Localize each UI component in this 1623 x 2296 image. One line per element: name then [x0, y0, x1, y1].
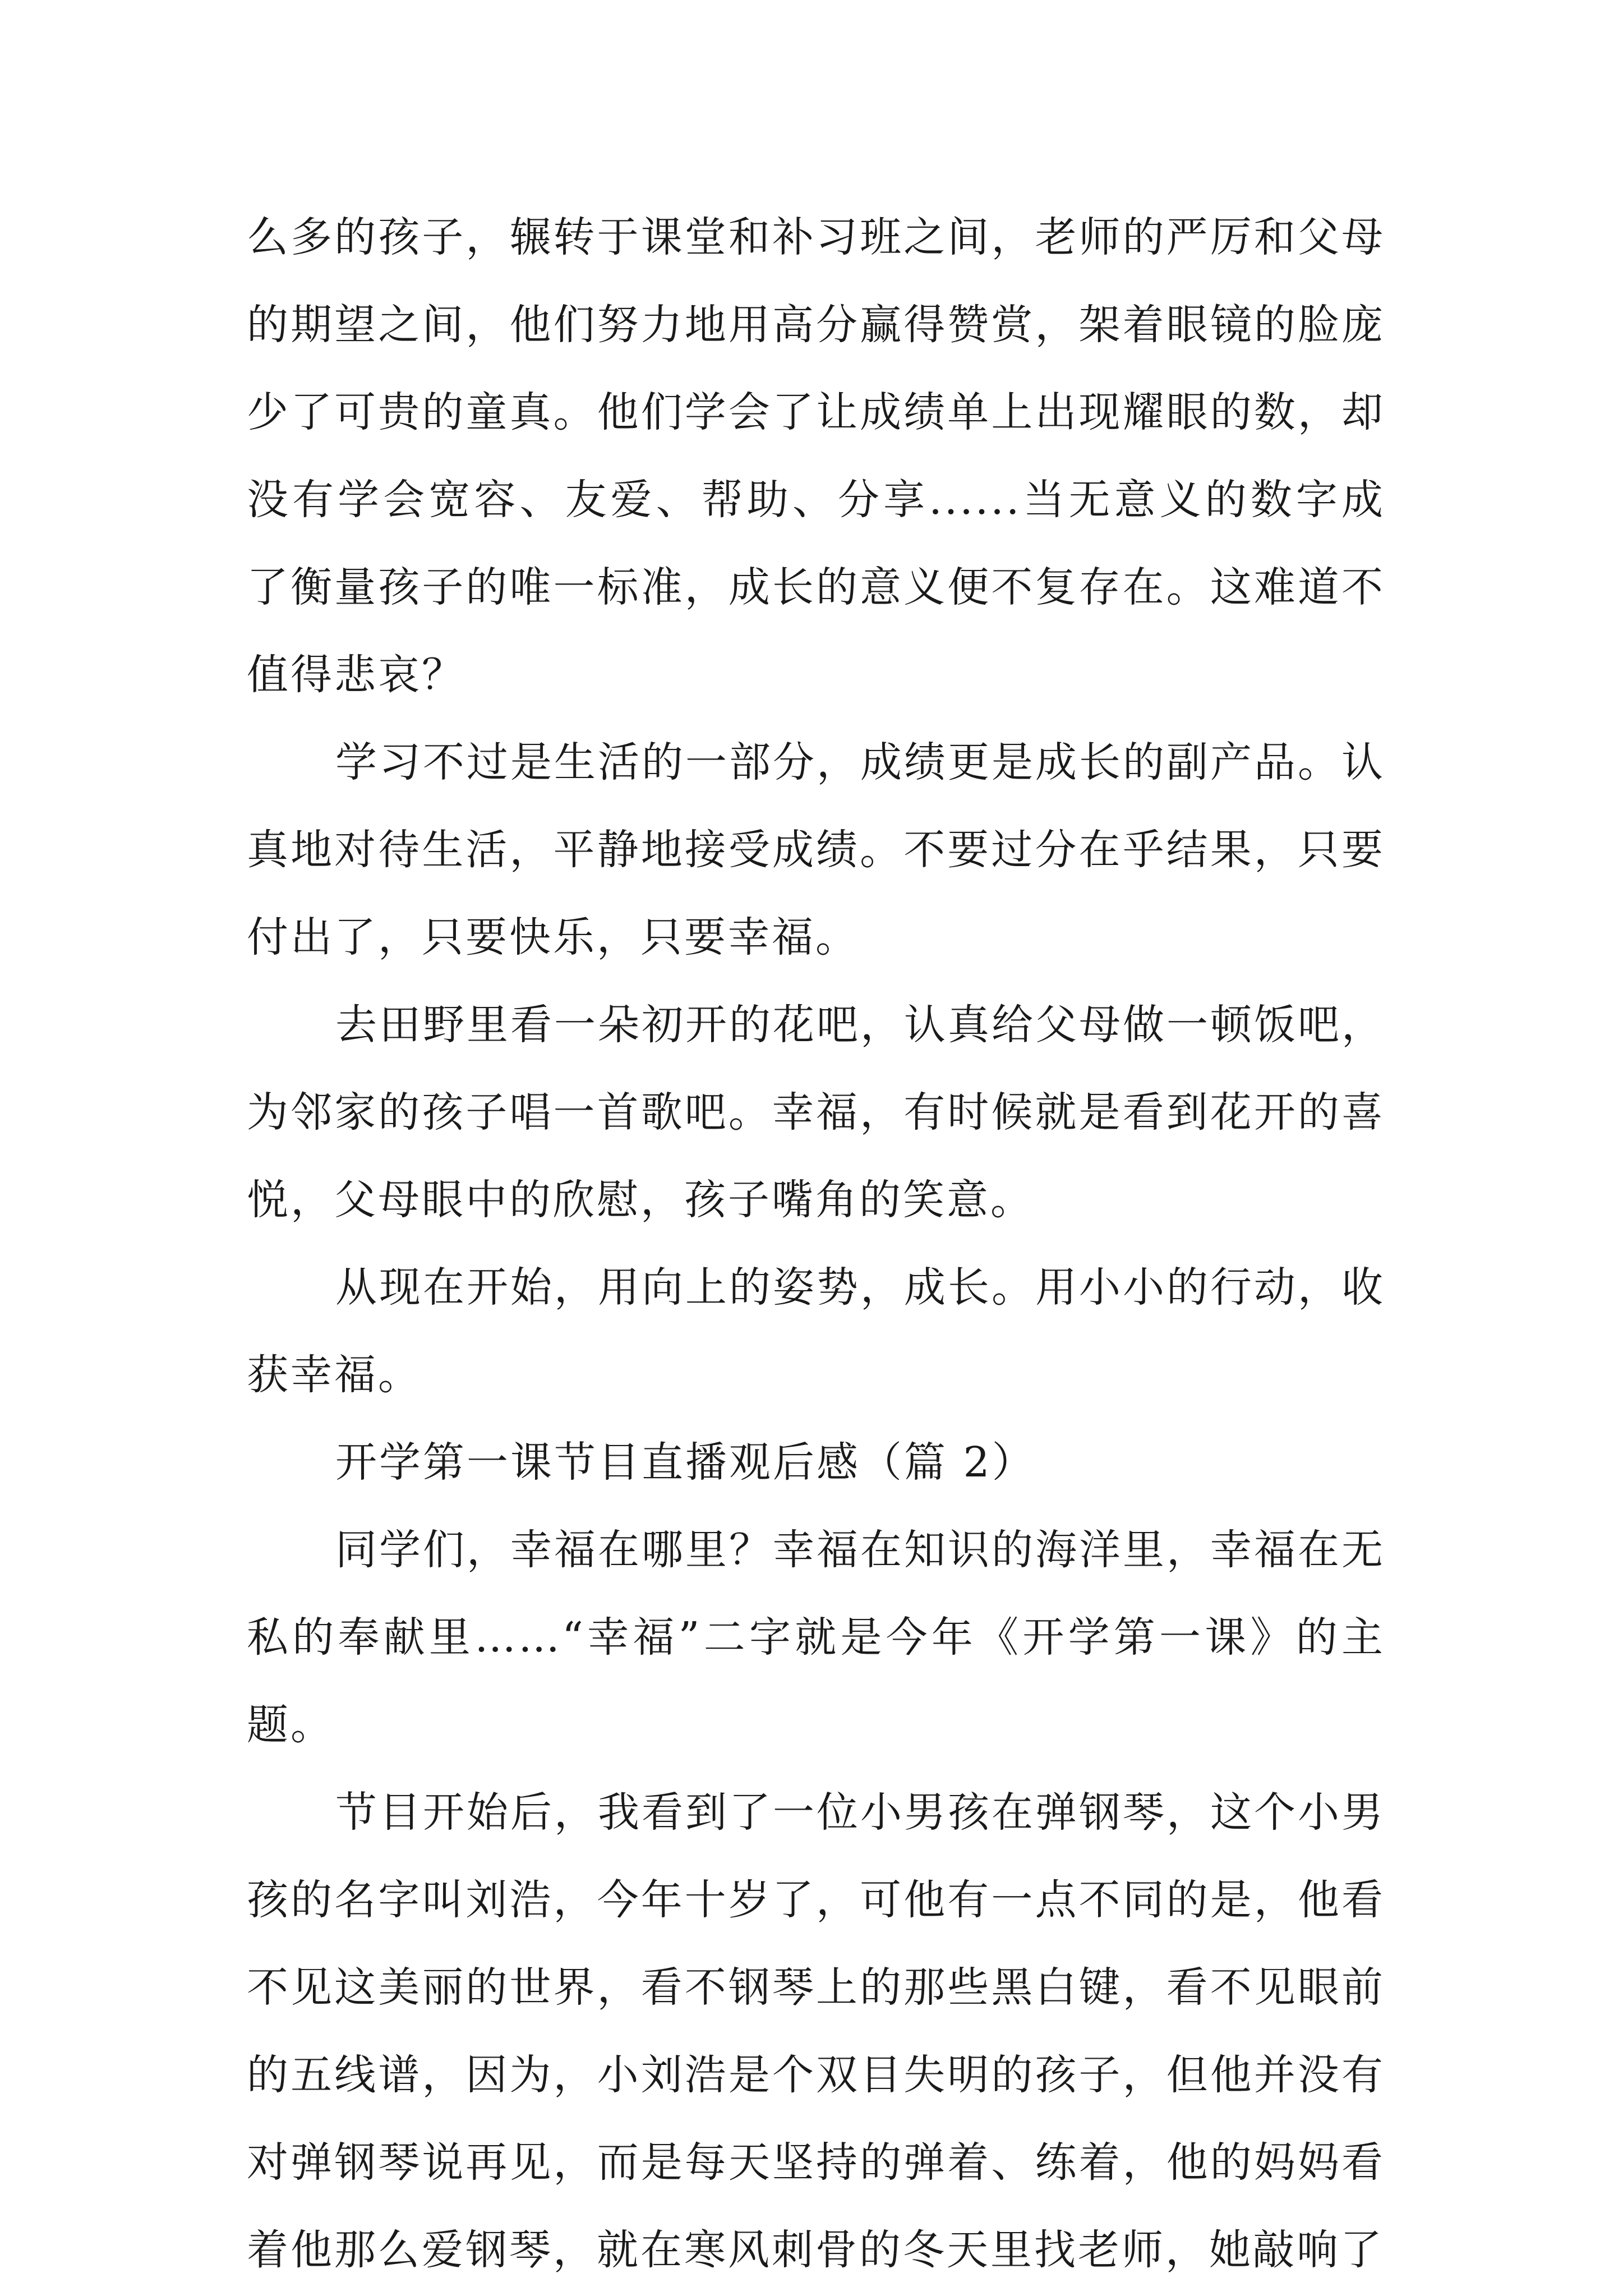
- text-line: 获幸福。: [247, 1351, 422, 1399]
- paragraph-liu-hao: [247, 1769, 1385, 2294]
- text-line: 为邻家的孩子唱一首歌吧。幸福，有时候就是看到花开的喜: [247, 1088, 1385, 1137]
- text-line: 私的奉献里……“幸福”二字就是今年《开学第一课》的主: [247, 1613, 1385, 1662]
- paragraph-intro-continued: [247, 194, 1385, 719]
- section-heading-part-2: [247, 1419, 1385, 1506]
- text-line: 了衡量孩子的唯一标准，成长的意义便不复存在。这难道不: [247, 563, 1385, 611]
- text-line: 的期望之间，他们努力地用高分赢得赞赏，架着眼镜的脸庞: [247, 301, 1385, 349]
- text-line: 去田野里看一朵初开的花吧，认真给父母做一顿饭吧，: [335, 1001, 1385, 1049]
- paragraph-from-now: [247, 1244, 1385, 1419]
- text-line: 真地对待生活，平静地接受成绩。不要过分在乎结果，只要: [247, 826, 1385, 874]
- text-line: 没有学会宽容、友爱、帮助、分享......当无意义的数字成: [247, 476, 1385, 524]
- text-line: 不见这美丽的世界，看不钢琴上的那些黑白键，看不见眼前: [247, 1963, 1385, 2012]
- text-line: 开学第一课节目直播观后感（篇 2）: [335, 1438, 1036, 1487]
- text-line: 值得悲哀？: [247, 651, 465, 699]
- text-line: 付出了，只要快乐，只要幸福。: [247, 913, 859, 961]
- text-line: 着他那么爱钢琴，就在寒风刺骨的冬天里找老师，她敲响了: [247, 2226, 1384, 2274]
- document-body: [247, 194, 1385, 2294]
- text-line: 悦，父母眼中的欣慰，孩子嘴角的笑意。: [247, 1176, 1034, 1224]
- text-line: 从现在开始，用向上的姿势，成长。用小小的行动，收: [335, 1263, 1385, 1312]
- text-line: 学习不过是生活的一部分，成绩更是成长的副产品。认: [335, 738, 1385, 786]
- paragraph-fields-flowers: [247, 981, 1385, 1244]
- text-line: 少了可贵的童真。他们学会了让成绩单上出现耀眼的数，却: [247, 388, 1385, 436]
- text-line: 么多的孩子，辗转于课堂和补习班之间，老师的严厉和父母: [247, 213, 1385, 261]
- text-line: 题。: [247, 1701, 334, 1749]
- paragraph-study-life: [247, 719, 1385, 981]
- text-line: 同学们，幸福在哪里？幸福在知识的海洋里，幸福在无: [335, 1526, 1385, 1574]
- paragraph-where-is-happiness: [247, 1506, 1385, 1769]
- text-line: 节目开始后，我看到了一位小男孩在弹钢琴，这个小男: [335, 1788, 1385, 1837]
- text-line: 的五线谱，因为，小刘浩是个双目失明的孩子，但他并没有: [247, 2051, 1385, 2099]
- text-line: 孩的名字叫刘浩，今年十岁了，可他有一点不同的是，他看: [247, 1876, 1385, 1924]
- text-line: 对弹钢琴说再见，而是每天坚持的弹着、练着，他的妈妈看: [247, 2138, 1385, 2187]
